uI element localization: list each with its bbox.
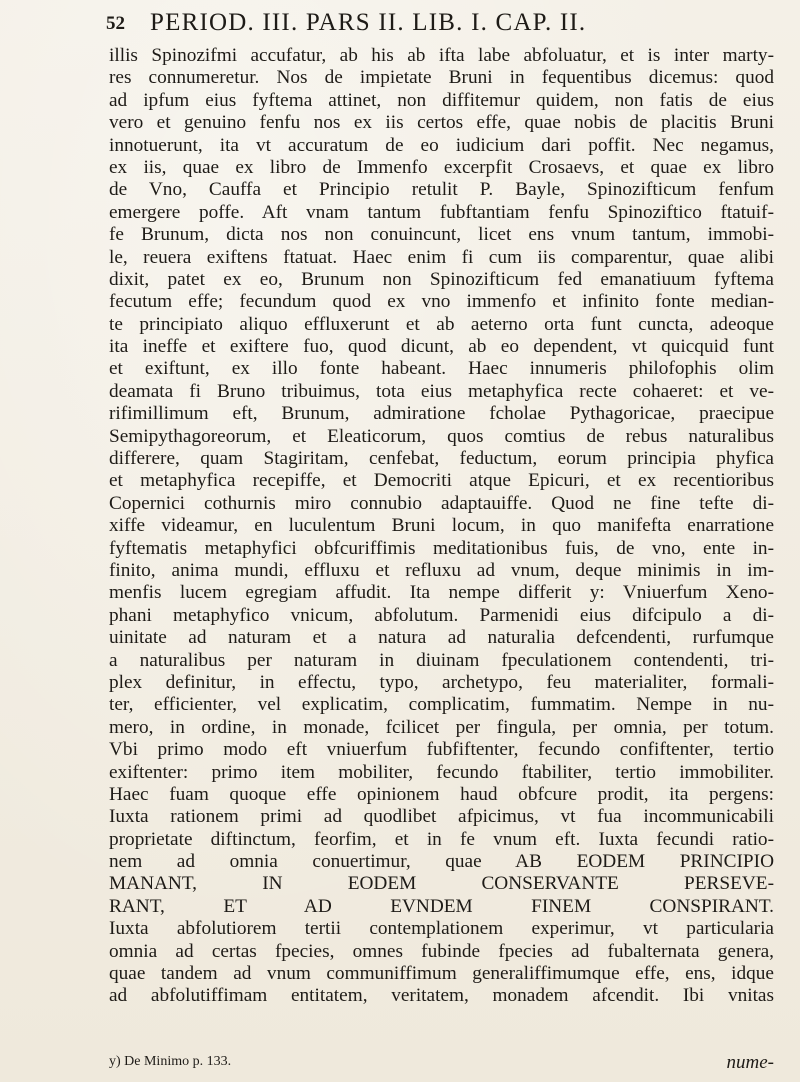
text-line: quae tandem ad vnum communiffimum generaliffimumque effe, ens, idque [109,963,774,985]
text-line: vero et genuino fenfu nos ex iis certos effe, quae nobis de placitis Bruni [109,112,774,134]
text-line: Iuxta abfolutiorem tertii contemplationem experimur, vt particularia [109,918,774,940]
page-header [106,6,776,42]
text-line: uinitate ad naturam et a natura ad naturalia defcendenti, rurfumque [109,627,774,649]
text-line: Copernici cothurnis miro connubio adaptauiffe. Quod ne fine tefte di- [109,492,774,514]
text-line: emergere poffe. Aft vnam tantum fubftantiam fenfu Spinoziftico ftatuif- [109,201,774,223]
text-line: differere, quam Stagiritam, cenfebat, feductum, eorum principia phyfica [109,448,774,470]
text-line: exiftenter: primo item mobiliter, fecundo ftabiliter, tertio immobiliter. [109,761,774,783]
text-line: Vbi primo modo eft vniuerfum fubfiftenter, fecundo confiftenter, tertio [109,739,774,761]
text-line: ex iis, quae ex libro de Immenfo excerpfit Crosaevs, et quae ex libro [109,156,774,178]
text-line: innotuerunt, ita vt accuratum de eo iudicium dari poffit. Nec negamus, [109,134,774,156]
text-line: xiffe videamur, en luculentum Bruni locum, in quo manifefta enarratione [109,515,774,537]
text-line: deamata fi Bruno tribuimus, tota eius metaphyfica recte cohaeret: et ve- [109,380,774,402]
text-line: Iuxta rationem primi ad quodlibet afpicimus, vt fua incommunicabili [109,806,774,828]
text-line: a naturalibus per naturam in diuinam fpeculationem contendenti, tri- [109,649,774,671]
text-line: de Vno, Cauffa et Principio retulit P. Bayle, Spinozifticum fenfum [109,179,774,201]
text-line: fecutum effe; fecundum quod ex vno immenfo et infinito fonte median- [109,291,774,313]
page-footer [109,1052,774,1076]
catchword: nume- [726,1052,774,1073]
text-line: phani metaphyfico vnicum, abfolutum. Parmenidi eius difcipulo a di- [109,604,774,626]
text-line: ad abfolutiffimam entitatem, veritatem, monadem afcendit. Ibi vnitas [109,985,774,1007]
text-line: fe Brunum, dicta nos non conuincunt, licet ens vnum tantum, immobi- [109,224,774,246]
text-line: ter, efficienter, vel explicatim, complicatim, fummatim. Nempe in nu- [109,694,774,716]
text-line: mero, in ordine, in monade, fcilicet per fingula, per omnia, per totum. [109,716,774,738]
text-line: Haec fuam quoque effe opinionem haud obfcure prodit, ita pergens: [109,783,774,805]
text-line: fyftematis metaphyfici obfcuriffimis meditationibus fuis, de vno, ente in- [109,537,774,559]
page-number: 52 [106,13,125,34]
footnote: y) De Minimo p. 133. [109,1054,232,1069]
text-line: dixit, patet ex eo, Brunum non Spinozifticum fed emanatiuum fyftema [109,268,774,290]
text-line: rifimillimum eft, Brunum, admiratione fcholae Pythagoricae, praecipue [109,403,774,425]
running-head: PERIOD. III. PARS II. LIB. I. CAP. II. [150,9,587,36]
text-line: ad ipfum eius fyftema attinet, non diffitemur quidem, non fatis de eius [109,89,774,111]
text-line: finito, anima mundi, effluxu et refluxu ad vnum, deque minimis in im- [109,559,774,581]
text-line: Semipythagoreorum, et Eleaticorum, quos comtius de rebus naturalibus [109,425,774,447]
text-line: illis Spinozifmi accufatur, ab his ab ifta labe abfoluatur, et is inter marty- [109,45,774,66]
text-line: proprietate diftinctum, feorfim, et in fe vnum eft. Iuxta fecundi ratio- [109,828,774,850]
text-line: le, reuera exiftens ftatuat. Haec enim fi cum iis comparentur, quae alibi [109,246,774,268]
body-text [109,45,774,1008]
text-line: ita ineffe et exiftere fuo, quod dicunt, ab eo dependent, vt quicquid funt [109,336,774,358]
text-line: nem ad omnia conuertimur, quae AB EODEM PRINCIPIO [109,851,774,873]
text-line: MANANT, IN EODEM CONSERVANTE PERSEVE- [109,873,774,895]
text-line: et exiftunt, ex illo fonte habeant. Haec innumeris philofophis olim [109,358,774,380]
text-line: RANT, ET AD EVNDEM FINEM CONSPIRANT. [109,895,774,917]
text-line: omnia ad certas fpecies, omnes fubinde fpecies ad fubalternata genera, [109,940,774,962]
text-line: te principiato aliquo effluxerunt et ab aeterno orta funt cuncta, adeoque [109,313,774,335]
text-line: et metaphyfica recepiffe, et Democriti atque Epicuri, et ex recentioribus [109,470,774,492]
text-line: plex definitur, in effectu, typo, archetypo, feu materialiter, formali- [109,671,774,693]
text-line: menfis lucem egregiam affudit. Ita nempe differit y: Vniuerfum Xeno- [109,582,774,604]
text-line: res connumeretur. Nos de impietate Bruni in fequentibus dicemus: quod [109,67,774,89]
